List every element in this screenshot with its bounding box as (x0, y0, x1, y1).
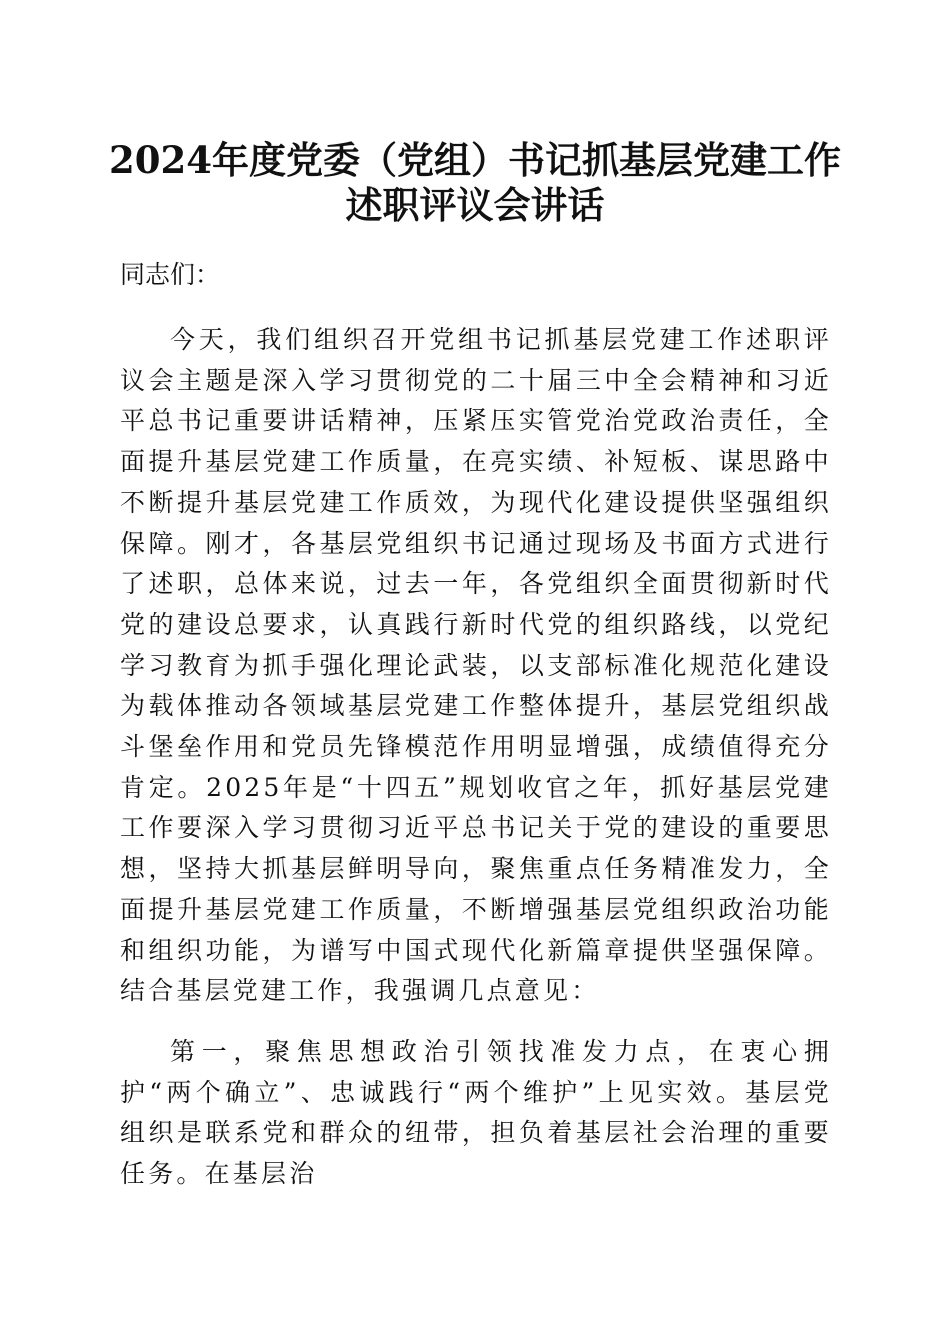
paragraph-point-one: 第一，聚焦思想政治引领找准发力点，在衷心拥护“两个确立”、忠诚践行“两个维护”上见实效。基层党组织是联系党和群众的纽带，担负着基层社会治理的重要任务。在基层治 (120, 1037, 832, 1189)
paragraph-opening: 今天，我们组织召开党组书记抓基层党建工作述职评议会主题是深入学习贯彻党的二十届三中全会精神和习近平总书记重要讲话精神，压紧压实管党治党政治责任，全面提升基层党建工作质量，在亮实绩、补短板、谋思路中不断提升基层党建工作质效，为现代化建设提供坚强组织保障。刚才，各基层党组织书记通过现场及书面方式进行了述职，总体来说，过去一年，各党组织全面贯彻新时代党的建设总要求，认真践行新时代党的组织路线，以党纪学习教育为抓手强化理论武装，以支部标准化规范化建设为载体推动各领域基层党建工作整体提升，基层党组织战斗堡垒作用和党员先锋模范作用明显增强，成绩值得充分肯定。2025年是“十四五”规划收官之年，抓好基层党建工作要深入学习贯彻习近平总书记关于党的建设的重要思想，坚持大抓基层鲜明导向，聚焦重点任务精准发力，全面提升基层党建工作质量，不断增强基层党组织政治功能和组织功能，为谱写中国式现代化新篇章提供坚强保障。结合基层党建工作，我强调几点意见： (120, 325, 832, 1006)
document-title-line-2: 述职评议会讲话 (345, 183, 605, 227)
document-title-line-1: 2024年度党委（党组）书记抓基层党建工作 (109, 138, 841, 182)
salutation: 同志们： (120, 260, 221, 289)
